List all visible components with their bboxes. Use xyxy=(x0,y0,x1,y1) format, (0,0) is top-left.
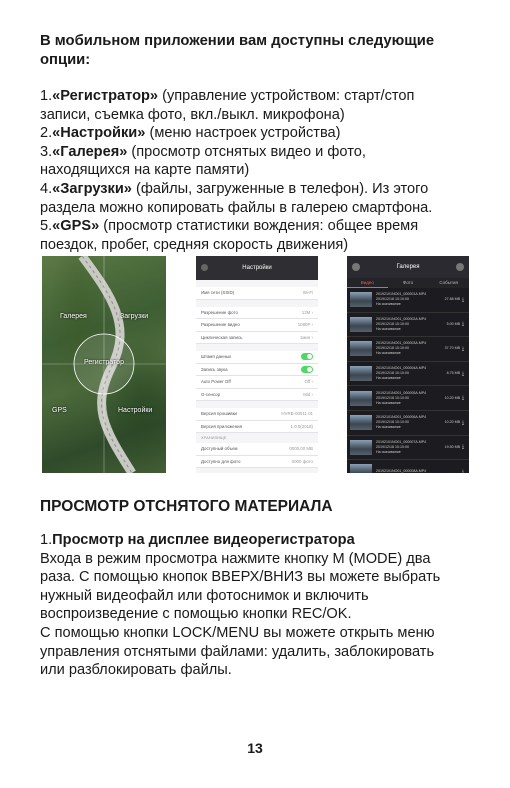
gallery-item[interactable] xyxy=(347,362,469,387)
gallery-screenshot xyxy=(347,256,469,473)
settings-row-appver: Версия приложения 1.0.0(2018) xyxy=(196,421,318,434)
menu-settings-label: Настройки xyxy=(118,407,153,414)
settings-row-gsensor: G-сенсор Mid › xyxy=(196,389,318,402)
download-icon[interactable]: ⤓ xyxy=(461,370,465,377)
gallery-item[interactable] xyxy=(347,460,469,473)
tab-video: Видео xyxy=(347,278,388,288)
option-gps: 5.«GPS» (просмотр статистики вождения: общее время поездок, пробег, средняя скорость движения) xyxy=(40,218,419,253)
file-size: 5.00 MB xyxy=(446,321,460,326)
gallery-item[interactable] xyxy=(347,337,469,362)
file-date: 2019/12/18 10:10:00 xyxy=(376,395,409,400)
settings-section-storage: ХРАНИЛИЩЕ xyxy=(201,435,227,440)
body-line: управления отснятыми файлами: удалить, заблокировать xyxy=(40,643,435,660)
body-line: раза. С помощью кнопок ВВЕРХ/ВНИЗ вы можете выбрать xyxy=(40,569,441,586)
gallery-item[interactable] xyxy=(347,436,469,461)
file-name: 20192101NO01_000005A.MP4 xyxy=(376,390,427,395)
settings-row-audio: Запись звука xyxy=(196,364,318,377)
file-size: 19.50 MB xyxy=(444,444,460,449)
video-thumbnail xyxy=(350,366,372,381)
gallery-item[interactable] xyxy=(347,288,469,313)
file-status: На скачивание xyxy=(376,400,401,405)
gallery-title: Галерея xyxy=(396,264,420,270)
file-status: На скачивание xyxy=(376,326,401,331)
file-name: 20192101NO01_000002A.MP4 xyxy=(376,316,427,321)
tab-events: События xyxy=(439,280,458,285)
file-status: На скачивание xyxy=(376,302,401,307)
subsection-title: 1.Просмотр на дисплее видеорегистратора xyxy=(40,532,355,548)
menu-recorder-label: Регистратор xyxy=(84,359,124,366)
body-line: или разблокировать файлы. xyxy=(40,662,232,679)
settings-row-firmware: Версия прошивки HVRB-00011 01 xyxy=(196,408,318,421)
page-number: 13 xyxy=(247,740,263,756)
gallery-item[interactable] xyxy=(347,386,469,411)
file-name: 20192101NO01_000008A.MP4 xyxy=(376,469,427,473)
file-size: 10.20 MB xyxy=(444,395,460,400)
settings-row-photos: Доступно для фото 0000 фото xyxy=(196,456,318,469)
file-status: На скачивание xyxy=(376,376,401,381)
intro-line-1: В мобильном приложении вам доступны следующие xyxy=(40,33,435,49)
file-name: 20192101NO01_000001A.MP4 xyxy=(376,292,427,297)
toggle-switch xyxy=(301,366,313,373)
settings-row-loop: Циклическая запись 1мин › xyxy=(196,332,318,345)
options-list xyxy=(40,87,480,254)
file-date: 2019/12/18 10:10:00 xyxy=(376,346,409,351)
body-line: Входа в режим просмотра нажмите кнопку M (MODE) два xyxy=(40,550,431,567)
video-thumbnail xyxy=(350,292,372,307)
file-size: 8.75 MB xyxy=(446,371,460,376)
body-line: С помощью кнопки LOCK/MENU вы можете открыть меню xyxy=(40,624,435,641)
download-icon[interactable]: ⤓ xyxy=(461,296,465,303)
file-name: 20192101NO01_000006A.MP4 xyxy=(376,415,427,420)
download-icon[interactable]: ⤓ xyxy=(461,444,465,451)
settings-title: Настройки xyxy=(242,265,272,271)
download-icon[interactable]: ⤓ xyxy=(461,395,465,402)
video-thumbnail xyxy=(350,464,372,473)
gallery-tabs xyxy=(347,278,469,288)
file-name: 20192101NO01_000007A.MP4 xyxy=(376,439,427,444)
tab-photo: Фото xyxy=(402,280,414,285)
back-icon xyxy=(352,263,360,271)
option-settings: 2.«Настройки» (меню настроек устройства) xyxy=(40,125,341,142)
settings-row-stamp: Штамп данных xyxy=(196,351,318,364)
gallery-list xyxy=(347,288,469,473)
menu-icon xyxy=(456,263,464,271)
option-gallery: 3.«Галерея» (просмотр отснятых видео и фото, находящихся на карте памяти) xyxy=(40,143,366,179)
file-status: На скачивание xyxy=(376,351,401,356)
settings-row-video-res: Разрешение видео 1080P › xyxy=(196,319,318,332)
file-name: 20192101NO01_000003A.MP4 xyxy=(376,341,427,346)
settings-row-autooff: Auto Power Off Off › xyxy=(196,376,318,389)
menu-downloads-label: Загрузки xyxy=(120,313,149,320)
toggle-switch xyxy=(301,353,313,360)
file-name: 20192101NO01_000004A.MP4 xyxy=(376,366,427,371)
settings-screenshot xyxy=(196,256,318,473)
settings-row-photo-res: Разрешение фото 12M › xyxy=(196,307,318,320)
file-size: 27.88 MB xyxy=(444,297,460,302)
video-thumbnail xyxy=(350,440,372,455)
file-date: 2019/12/18 10:10:00 xyxy=(376,371,409,376)
menu-gallery-label: Галерея xyxy=(60,313,87,320)
file-date: 2019/12/18 10:10:00 xyxy=(376,297,409,302)
download-icon[interactable]: ⤓ xyxy=(461,468,465,473)
download-icon[interactable]: ⤓ xyxy=(461,321,465,328)
option-downloads: 4.«Загрузки» (файлы, загруженные в телефон). Из этого раздела можно копировать файлы в галерею смартфона. xyxy=(40,180,433,216)
gallery-item[interactable] xyxy=(347,313,469,338)
video-thumbnail xyxy=(350,391,372,406)
intro-line-2: опции: xyxy=(40,51,91,68)
file-size: 10.20 MB xyxy=(444,420,460,425)
download-icon[interactable]: ⤓ xyxy=(461,345,465,352)
section-body xyxy=(40,531,480,680)
back-icon xyxy=(201,264,208,271)
download-icon[interactable]: ⤓ xyxy=(461,419,465,426)
file-status: На скачивание xyxy=(376,449,401,454)
file-date: 2019/12/18 10:10:00 xyxy=(376,420,409,425)
gallery-item[interactable] xyxy=(347,411,469,436)
menu-gps-label: GPS xyxy=(52,407,67,414)
body-line: нужный видеофайл или фотоснимок и включить xyxy=(40,587,369,604)
settings-header xyxy=(196,256,318,280)
intro-text xyxy=(40,32,480,69)
video-thumbnail xyxy=(350,317,372,332)
settings-row-ssid: Имя сети (SSID) Wi-Fi xyxy=(196,287,318,300)
body-line: воспроизведение с помощью кнопки REC/OK. xyxy=(40,606,352,623)
file-date: 2019/12/18 10:10:00 xyxy=(376,444,409,449)
settings-row-space: Доступный объем 0000,00 MB xyxy=(196,443,318,456)
gallery-header xyxy=(347,256,469,278)
file-size: 37.70 MB xyxy=(444,346,460,351)
video-thumbnail xyxy=(350,341,372,356)
file-status: На скачивание xyxy=(376,425,401,430)
option-recorder: 1.«Регистратор» (управление устройством: старт/стоп записи, съемка фото, вкл./выкл. микрофона) xyxy=(40,88,415,123)
app-main-screenshot xyxy=(42,256,166,473)
section-heading: ПРОСМОТР ОТСНЯТОГО МАТЕРИАЛА xyxy=(40,498,333,515)
video-thumbnail xyxy=(350,415,372,430)
file-date: 2019/12/18 10:10:00 xyxy=(376,321,409,326)
